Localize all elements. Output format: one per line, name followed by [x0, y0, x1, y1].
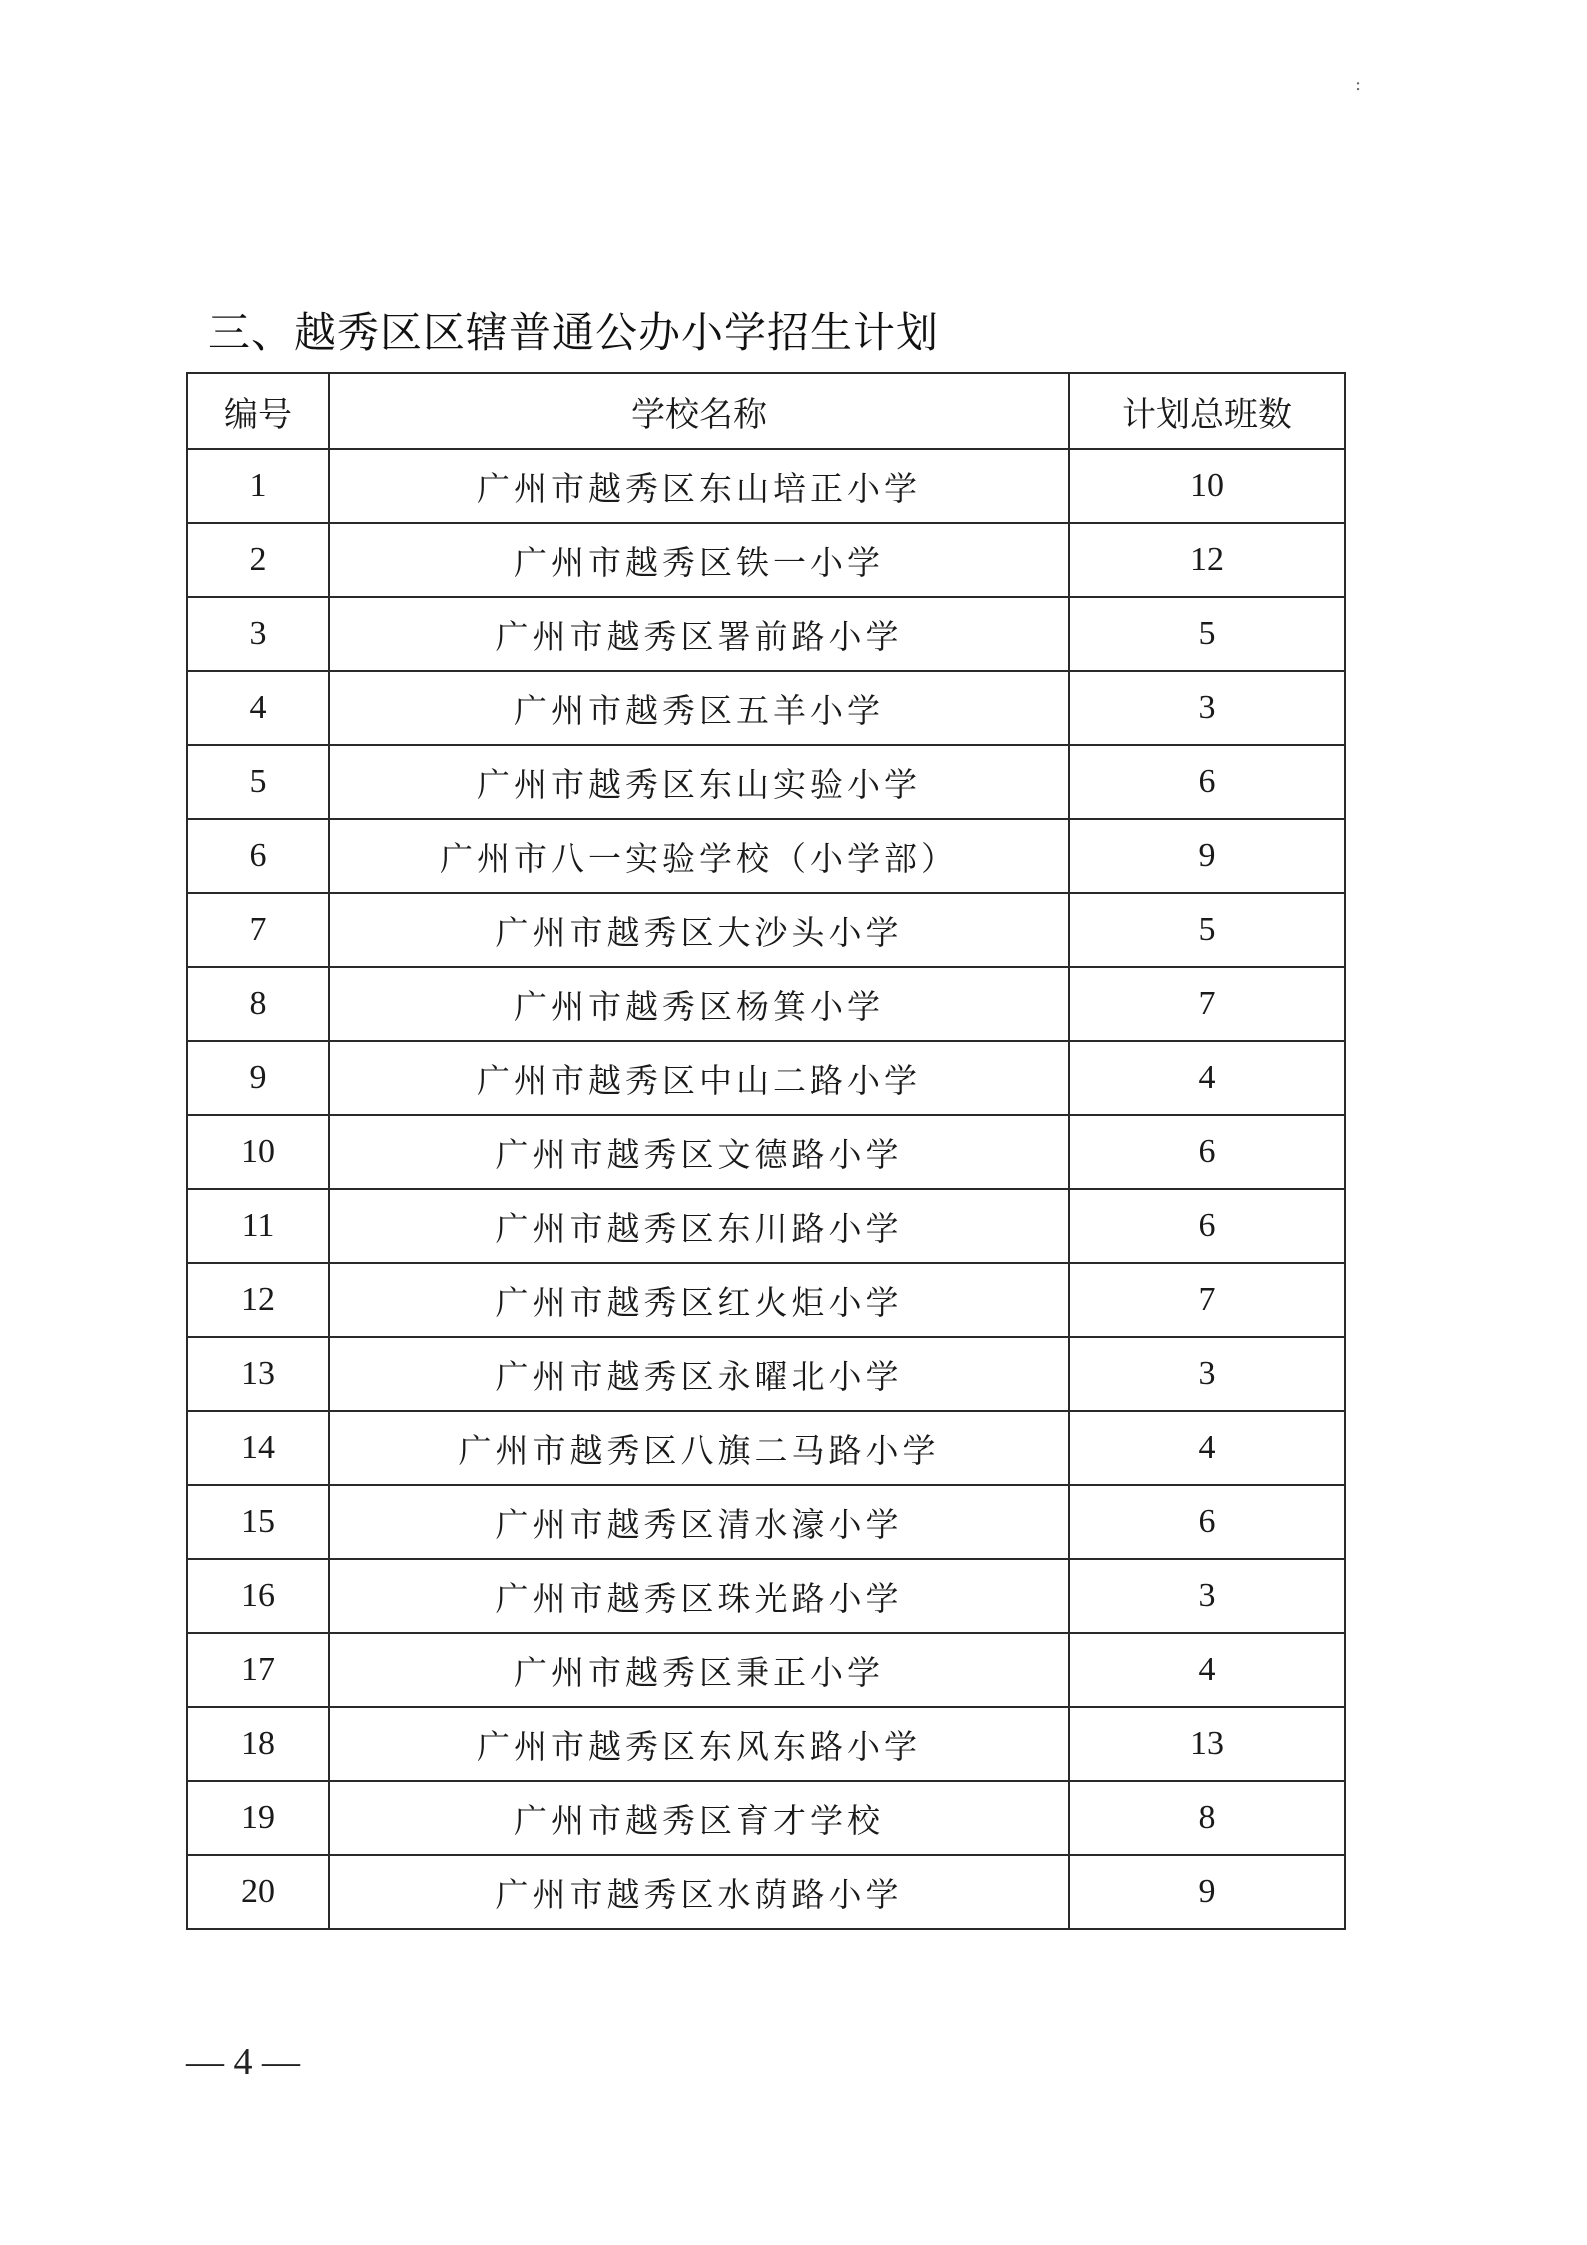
school-name: 广州市越秀区水荫路小学 [329, 1855, 1069, 1929]
table-row [187, 1263, 1345, 1337]
planned-classes: 3 [1069, 671, 1345, 745]
school-name: 广州市越秀区秉正小学 [329, 1633, 1069, 1707]
row-number: 8 [187, 967, 329, 1041]
planned-classes: 6 [1069, 1485, 1345, 1559]
planned-classes: 4 [1069, 1411, 1345, 1485]
school-name: 广州市越秀区大沙头小学 [329, 893, 1069, 967]
planned-classes: 9 [1069, 819, 1345, 893]
planned-classes: 10 [1069, 449, 1345, 523]
planned-classes: 13 [1069, 1707, 1345, 1781]
table-row [187, 449, 1345, 523]
school-name: 广州市越秀区文德路小学 [329, 1115, 1069, 1189]
table-row [187, 1633, 1345, 1707]
table-row [187, 1485, 1345, 1559]
school-name: 广州市越秀区红火炬小学 [329, 1263, 1069, 1337]
table-row [187, 745, 1345, 819]
table-header-row [187, 373, 1345, 449]
scan-mark: : [1355, 74, 1362, 95]
school-name: 广州市越秀区东山实验小学 [329, 745, 1069, 819]
school-name: 广州市越秀区东山培正小学 [329, 449, 1069, 523]
row-number: 9 [187, 1041, 329, 1115]
row-number: 20 [187, 1855, 329, 1929]
row-number: 3 [187, 597, 329, 671]
school-name: 广州市八一实验学校（小学部） [329, 819, 1069, 893]
planned-classes: 5 [1069, 597, 1345, 671]
planned-classes: 6 [1069, 1115, 1345, 1189]
row-number: 4 [187, 671, 329, 745]
row-number: 11 [187, 1189, 329, 1263]
planned-classes: 8 [1069, 1781, 1345, 1855]
school-name: 广州市越秀区清水濠小学 [329, 1485, 1069, 1559]
planned-classes: 4 [1069, 1041, 1345, 1115]
table-row [187, 1411, 1345, 1485]
planned-classes: 12 [1069, 523, 1345, 597]
row-number: 15 [187, 1485, 329, 1559]
row-number: 16 [187, 1559, 329, 1633]
table-row [187, 1189, 1345, 1263]
school-name: 广州市越秀区育才学校 [329, 1781, 1069, 1855]
table-row [187, 597, 1345, 671]
school-name: 广州市越秀区铁一小学 [329, 523, 1069, 597]
row-number: 2 [187, 523, 329, 597]
planned-classes: 6 [1069, 745, 1345, 819]
table-row [187, 1781, 1345, 1855]
row-number: 14 [187, 1411, 329, 1485]
school-name: 广州市越秀区永曜北小学 [329, 1337, 1069, 1411]
table-row [187, 1707, 1345, 1781]
school-name: 广州市越秀区中山二路小学 [329, 1041, 1069, 1115]
enrollment-plan-table [186, 372, 1346, 1930]
row-number: 19 [187, 1781, 329, 1855]
planned-classes: 7 [1069, 967, 1345, 1041]
school-name: 广州市越秀区署前路小学 [329, 597, 1069, 671]
planned-classes: 3 [1069, 1559, 1345, 1633]
row-number: 13 [187, 1337, 329, 1411]
row-number: 6 [187, 819, 329, 893]
table-row [187, 967, 1345, 1041]
table-row [187, 1559, 1345, 1633]
header-number: 编号 [187, 373, 329, 449]
table-row [187, 1041, 1345, 1115]
school-name: 广州市越秀区珠光路小学 [329, 1559, 1069, 1633]
row-number: 18 [187, 1707, 329, 1781]
table-row [187, 1855, 1345, 1929]
table-row [187, 893, 1345, 967]
planned-classes: 9 [1069, 1855, 1345, 1929]
planned-classes: 5 [1069, 893, 1345, 967]
school-name: 广州市越秀区五羊小学 [329, 671, 1069, 745]
table-row [187, 1115, 1345, 1189]
row-number: 5 [187, 745, 329, 819]
planned-classes: 7 [1069, 1263, 1345, 1337]
school-name: 广州市越秀区东风东路小学 [329, 1707, 1069, 1781]
header-planned-classes: 计划总班数 [1069, 373, 1345, 449]
section-title: 三、越秀区区辖普通公办小学招生计划 [208, 308, 940, 357]
table-row [187, 819, 1345, 893]
row-number: 10 [187, 1115, 329, 1189]
school-name: 广州市越秀区八旗二马路小学 [329, 1411, 1069, 1485]
planned-classes: 3 [1069, 1337, 1345, 1411]
table-row [187, 1337, 1345, 1411]
row-number: 7 [187, 893, 329, 967]
table-row [187, 671, 1345, 745]
header-school-name: 学校名称 [329, 373, 1069, 449]
table-body [187, 449, 1345, 1929]
row-number: 1 [187, 449, 329, 523]
table-row [187, 523, 1345, 597]
page-number: — 4 — [186, 2041, 300, 2083]
school-name: 广州市越秀区东川路小学 [329, 1189, 1069, 1263]
planned-classes: 4 [1069, 1633, 1345, 1707]
planned-classes: 6 [1069, 1189, 1345, 1263]
row-number: 17 [187, 1633, 329, 1707]
school-name: 广州市越秀区杨箕小学 [329, 967, 1069, 1041]
row-number: 12 [187, 1263, 329, 1337]
